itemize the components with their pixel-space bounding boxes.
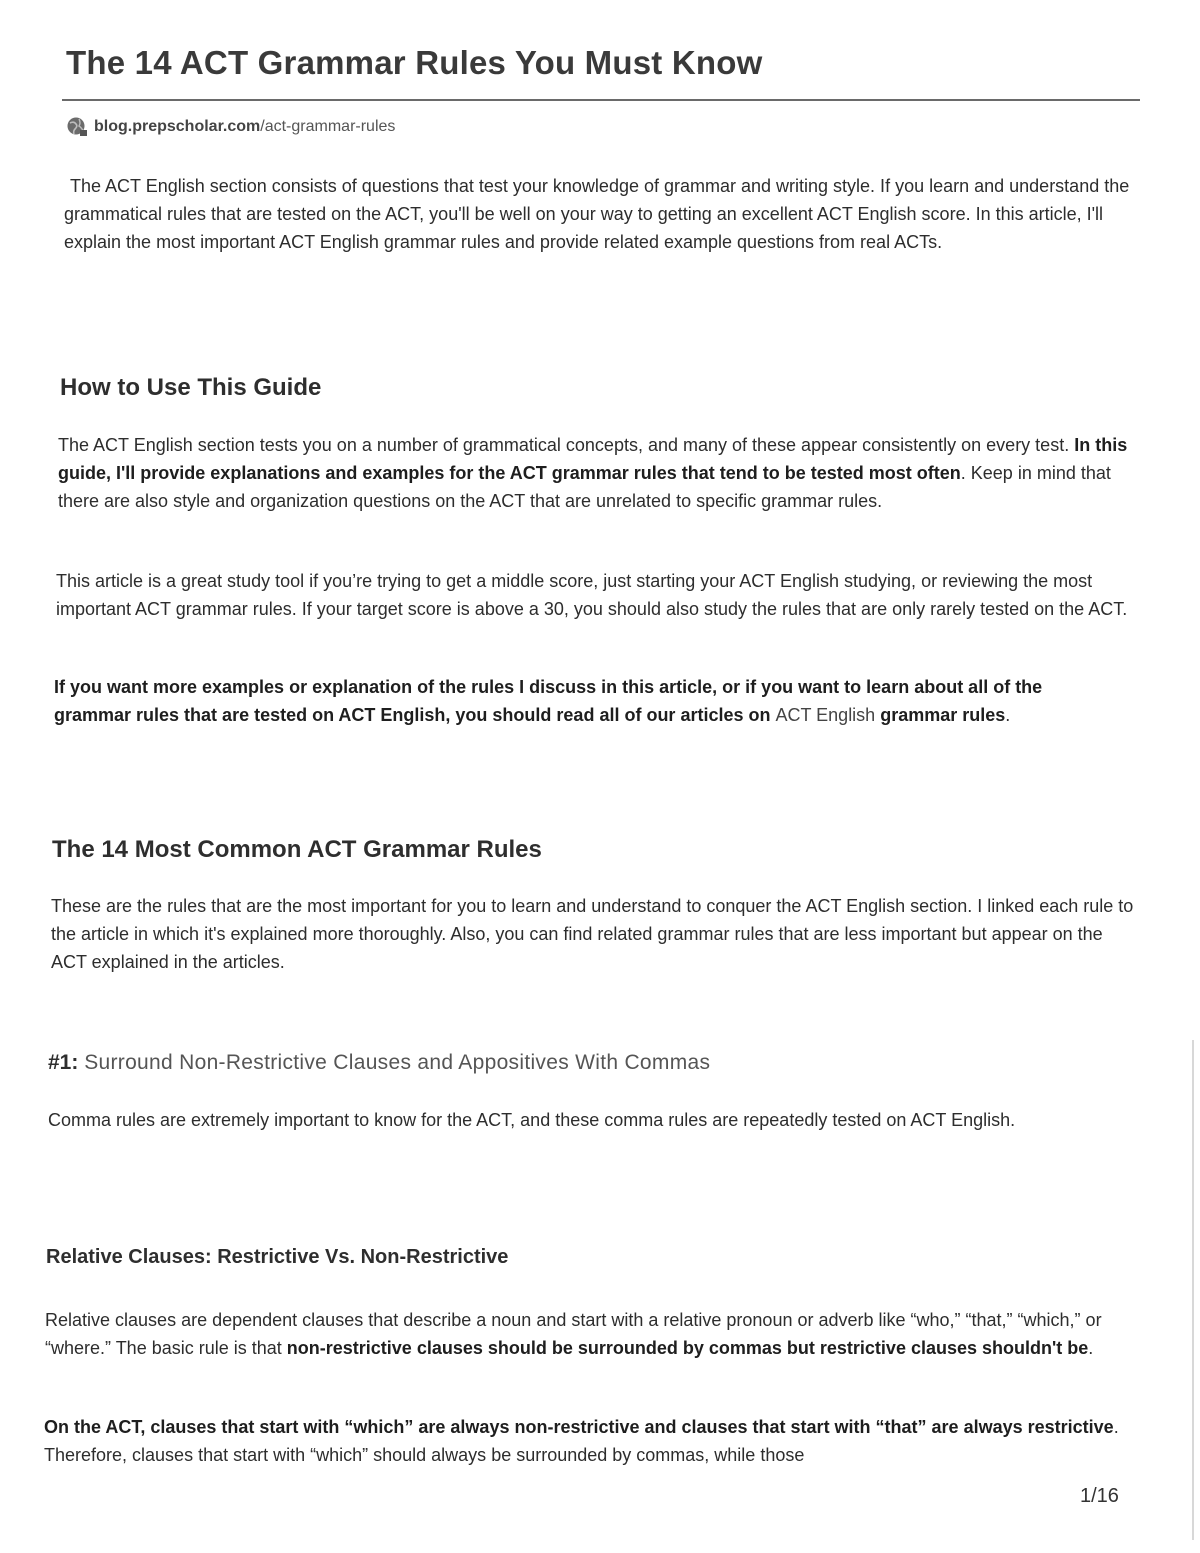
relative-paragraph-1: Relative clauses are dependent clauses that describe a noun and start with a relative pronoun or adverb like “who,” “that,” “which,” or “where.” The basic rule is that non-restrictive clauses should be surrounded by commas but restrictive clauses shouldn't be. bbox=[45, 1310, 1102, 1358]
source-url[interactable] bbox=[66, 116, 395, 138]
guide-paragraph-1: The ACT English section tests you on a number of grammatical concepts, and many of these appear consistently on every test. In this guide, I'll provide explanations and examples for the ACT grammar rules that tend to be tested most often. Keep in mind that there are also style and organization questions on the ACT that are unrelated to specific grammar rules. bbox=[58, 435, 1128, 511]
title-divider bbox=[62, 99, 1140, 101]
relative-clauses-heading: Relative Clauses: Restrictive Vs. Non-Restrictive bbox=[46, 1246, 509, 1268]
rule-1-link[interactable]: Surround Non-Restrictive Clauses and Appositives With Commas bbox=[84, 1051, 711, 1074]
relative-paragraph-2: On the ACT, clauses that start with “which” are always non-restrictive and clauses that start with “that” are always restrictive. Therefore, clauses that start with “which” should always be surrounded by commas, while those bbox=[44, 1417, 1119, 1465]
article-title: The 14 ACT Grammar Rules You Must Know bbox=[66, 44, 763, 81]
common-rules-heading: The 14 Most Common ACT Grammar Rules bbox=[52, 836, 542, 863]
source-domain: blog.prepscholar.com bbox=[94, 118, 261, 135]
intro-paragraph: The ACT English section consists of questions that test your knowledge of grammar and writing style. If you learn and understand the grammatical rules that are tested on the ACT, you'll be well on your way to getting an excellent ACT English score. In this article, I'll explain the most important ACT English grammar rules and provide related example questions from real ACTs. bbox=[64, 176, 1130, 252]
guide-paragraph-2: This article is a great study tool if you’re trying to get a middle score, just starting your ACT English studying, or reviewing the most important ACT grammar rules. If your target score is above a 30, you should also study the rules that are only rarely tested on the ACT. bbox=[56, 571, 1128, 619]
guide-heading: How to Use This Guide bbox=[60, 374, 322, 401]
page-number: 1/16 bbox=[1080, 1485, 1119, 1507]
scan-edge-line bbox=[1192, 1040, 1194, 1540]
common-rules-paragraph: These are the rules that are the most important for you to learn and understand to conquer the ACT English section. I linked each rule to the article in which it's explained more thoroughly. Also, you can find related grammar rules that are less important but appear on the ACT explained in the articles. bbox=[51, 896, 1134, 972]
source-path: /act-grammar-rules bbox=[260, 118, 396, 135]
act-english-link[interactable]: ACT English bbox=[775, 705, 876, 725]
guide-paragraph-3: If you want more examples or explanation of the rules I discuss in this article, or if you want to learn about all of the grammar rules that are tested on ACT English, you should read all of our articles on ACT English grammar rules. bbox=[54, 677, 1043, 725]
globe-icon bbox=[66, 116, 88, 138]
rule-1-paragraph: Comma rules are extremely important to know for the ACT, and these comma rules are repeatedly tested on ACT English. bbox=[48, 1110, 1016, 1130]
rule-1-heading: #1: Surround Non-Restrictive Clauses and Appositives With Commas bbox=[48, 1051, 711, 1074]
